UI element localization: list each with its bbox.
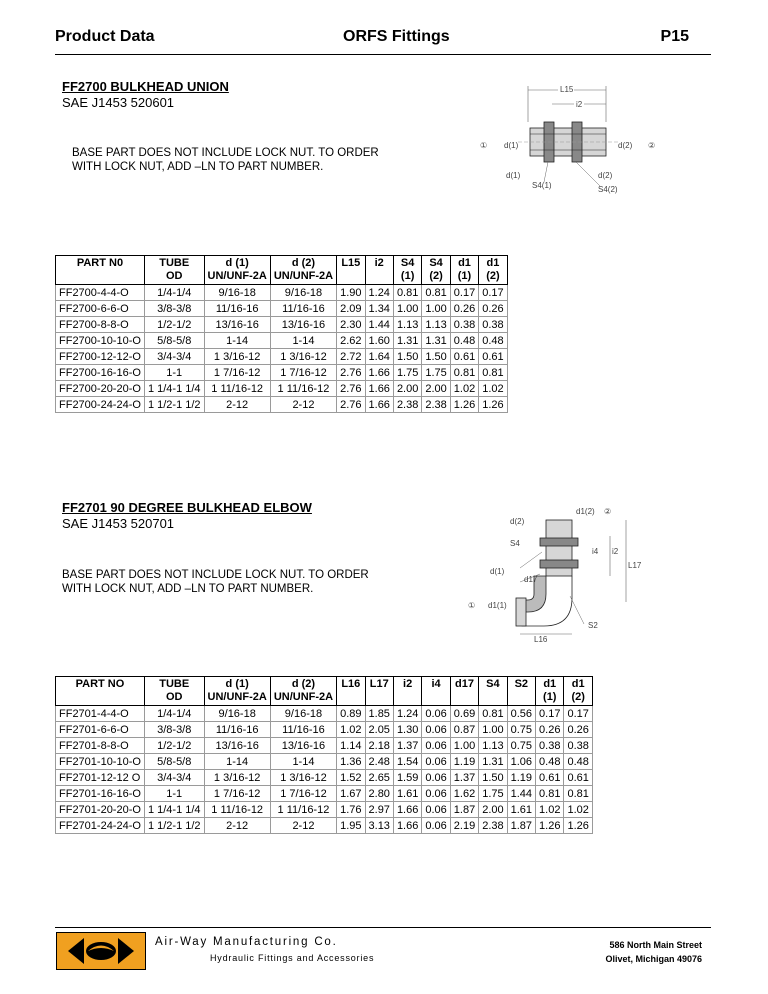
column-header: d17 [450,677,478,706]
section1-title: FF2700 BULKHEAD UNION [62,79,229,94]
part-number-cell: FF2701-24-24-O [56,818,145,834]
spec-cell: 13/16-16 [270,738,336,754]
spec-cell: 1/4-1/4 [144,706,204,722]
column-header: TUBE OD [144,256,204,285]
spec-cell: 0.61 [536,770,564,786]
spec-cell: 1-14 [270,333,336,349]
spec-cell: 1.66 [365,381,393,397]
column-header: d (2) UN/UNF-2A [270,256,336,285]
label-d2-right: d(2) [618,141,633,150]
spec-cell: 2.76 [337,365,365,381]
spec-cell: 0.48 [564,754,592,770]
column-header: d1 (2) [564,677,592,706]
spec-cell: 1.02 [564,802,592,818]
spec-cell: 1.87 [507,818,535,834]
spec-cell: 1-1 [144,365,204,381]
spec-cell: 9/16-18 [270,285,336,301]
spec-cell: 3/8-3/8 [144,301,204,317]
spec-cell: 1.06 [507,754,535,770]
spec-cell: 0.38 [479,317,507,333]
part-number-cell: FF2701-8-8-O [56,738,145,754]
spec-cell: 1.31 [479,754,507,770]
spec-cell: 1.19 [507,770,535,786]
page-header [55,28,689,50]
part-number-cell: FF2700-24-24-O [56,397,145,413]
label-l17: L17 [628,561,642,570]
spec-cell: 0.81 [422,285,450,301]
table-row [56,706,593,722]
spec-cell: 1.50 [479,770,507,786]
spec-cell: 0.38 [536,738,564,754]
part-number-cell: FF2700-6-6-O [56,301,145,317]
spec-cell: 0.89 [337,706,365,722]
spec-cell: 1.02 [536,802,564,818]
spec-cell: 0.06 [422,802,450,818]
part-number-cell: FF2700-16-16-O [56,365,145,381]
label-s42: S4(2) [598,185,618,194]
column-header: i2 [393,677,421,706]
spec-cell: 0.81 [479,365,507,381]
spec-cell: 1.67 [337,786,365,802]
spec-cell: 2.00 [422,381,450,397]
spec-cell: 0.06 [422,706,450,722]
spec-cell: 0.06 [422,818,450,834]
spec-cell: 1 11/16-12 [270,802,336,818]
spec-cell: 3/4-3/4 [144,770,204,786]
header-rule [55,54,711,55]
spec-cell: 0.61 [450,349,478,365]
column-header: d (2) UN/UNF-2A [270,677,336,706]
spec-cell: 1.13 [422,317,450,333]
company-name: Air-Way Manufacturing Co. [155,936,338,948]
spec-cell: 1.50 [393,349,421,365]
part-number-cell: FF2701-12-12 O [56,770,145,786]
ff2701-spec-table [55,676,593,834]
spec-cell: 1.44 [507,786,535,802]
label-l15: L15 [560,85,574,94]
table-row [56,285,508,301]
spec-cell: 9/16-18 [204,285,270,301]
spec-cell: 3/4-3/4 [144,349,204,365]
spec-cell: 0.69 [450,706,478,722]
spec-cell: 0.06 [422,770,450,786]
section2-title: FF2701 90 DEGREE BULKHEAD ELBOW [62,500,312,515]
part-number-cell: FF2700-20-20-O [56,381,145,397]
spec-cell: 0.61 [564,770,592,786]
spec-cell: 0.75 [507,722,535,738]
section1-subtitle: SAE J1453 520601 [62,95,175,110]
spec-cell: 1 1/4-1 1/4 [144,802,204,818]
spec-cell: 1/2-1/2 [144,317,204,333]
spec-cell: 1.13 [479,738,507,754]
spec-cell: 1.26 [450,397,478,413]
spec-cell: 2.09 [337,301,365,317]
spec-cell: 0.81 [564,786,592,802]
spec-cell: 1.31 [393,333,421,349]
spec-cell: 5/8-5/8 [144,333,204,349]
column-header: S4 [479,677,507,706]
spec-cell: 1 1/4-1 1/4 [144,381,204,397]
spec-cell: 1.02 [479,381,507,397]
spec-cell: 1.34 [365,301,393,317]
spec-cell: 1.66 [365,365,393,381]
column-header: S2 [507,677,535,706]
spec-cell: 2.72 [337,349,365,365]
spec-cell: 1/2-1/2 [144,738,204,754]
column-header: i4 [422,677,450,706]
column-header: L16 [337,677,365,706]
spec-cell: 1.75 [422,365,450,381]
airway-logo [56,932,146,970]
label-d17: d17 [524,575,538,584]
spec-cell: 13/16-16 [204,738,270,754]
spec-cell: 0.06 [422,738,450,754]
spec-cell: 1-14 [204,333,270,349]
spec-cell: 2-12 [204,397,270,413]
column-header: d (1) UN/UNF-2A [204,677,270,706]
spec-cell: 0.87 [450,722,478,738]
label-i2: i2 [576,100,583,109]
spec-cell: 13/16-16 [204,317,270,333]
spec-cell: 1.00 [422,301,450,317]
table-row [56,754,593,770]
column-header: d1 (2) [479,256,507,285]
spec-cell: 0.26 [564,722,592,738]
table-row [56,333,508,349]
label-s4: S4 [510,539,520,548]
table-row [56,397,508,413]
column-header: d1 (1) [450,256,478,285]
spec-cell: 1.02 [450,381,478,397]
spec-cell: 2.38 [393,397,421,413]
label-l16: L16 [534,635,548,644]
table-row [56,365,508,381]
part-number-cell: FF2701-20-20-O [56,802,145,818]
part-number-cell: FF2700-12-12-O [56,349,145,365]
spec-cell: 1.75 [479,786,507,802]
table-row [56,722,593,738]
company-tagline: Hydraulic Fittings and Accessories [210,953,375,963]
spec-cell: 9/16-18 [270,706,336,722]
label-dp1: d(1) [506,171,521,180]
spec-cell: 1.31 [422,333,450,349]
spec-cell: 2.48 [365,754,393,770]
spec-cell: 1 1/2-1 1/2 [144,397,204,413]
spec-cell: 1 11/16-12 [204,802,270,818]
label-d1: d(1) [490,567,505,576]
spec-cell: 0.17 [564,706,592,722]
spec-cell: 2.38 [479,818,507,834]
column-header: S4 (1) [393,256,421,285]
label-s2: S2 [588,621,598,630]
spec-cell: 1 11/16-12 [270,381,336,397]
circle-1-label: ① [468,601,476,610]
label-d2: d(2) [510,517,525,526]
spec-cell: 1.44 [365,317,393,333]
spec-cell: 0.48 [536,754,564,770]
spec-cell: 1.30 [393,722,421,738]
spec-cell: 2.00 [393,381,421,397]
spec-cell: 1.50 [422,349,450,365]
spec-cell: 2-12 [270,818,336,834]
spec-cell: 0.17 [450,285,478,301]
table-row [56,818,593,834]
spec-cell: 1.61 [507,802,535,818]
section2-note: BASE PART DOES NOT INCLUDE LOCK NUT. TO ORDER WITH LOCK NUT, ADD –LN TO PART NUMBER. [62,569,369,595]
spec-cell: 2.62 [337,333,365,349]
part-number-cell: FF2700-10-10-O [56,333,145,349]
circle-2-label: ② [648,141,656,150]
spec-cell: 0.48 [450,333,478,349]
bulkhead-elbow-diagram [460,502,660,644]
spec-cell: 1.26 [536,818,564,834]
spec-cell: 1 3/16-12 [204,349,270,365]
column-header: TUBE OD [144,677,204,706]
spec-cell: 1 3/16-12 [270,349,336,365]
spec-cell: 1 3/16-12 [270,770,336,786]
spec-cell: 1.95 [337,818,365,834]
spec-cell: 2.30 [337,317,365,333]
column-header: S4 (2) [422,256,450,285]
label-i2: i2 [612,547,619,556]
spec-cell: 1.66 [393,802,421,818]
spec-cell: 11/16-16 [270,722,336,738]
spec-cell: 0.26 [536,722,564,738]
spec-cell: 0.06 [422,786,450,802]
spec-cell: 9/16-18 [204,706,270,722]
spec-cell: 1.36 [337,754,365,770]
spec-cell: 1.19 [450,754,478,770]
part-number-cell: FF2700-8-8-O [56,317,145,333]
spec-cell: 1.54 [393,754,421,770]
column-header: L15 [337,256,365,285]
header-title: ORFS Fittings [343,28,450,45]
spec-cell: 0.38 [564,738,592,754]
spec-cell: 2.05 [365,722,393,738]
spec-cell: 3.13 [365,818,393,834]
spec-cell: 1.75 [393,365,421,381]
spec-cell: 1.52 [337,770,365,786]
spec-cell: 1-14 [270,754,336,770]
spec-cell: 1.13 [393,317,421,333]
spec-cell: 1.37 [450,770,478,786]
spec-cell: 1 3/16-12 [204,770,270,786]
part-number-cell: FF2701-6-6-O [56,722,145,738]
spec-cell: 0.17 [536,706,564,722]
spec-cell: 2-12 [270,397,336,413]
spec-cell: 2.65 [365,770,393,786]
label-i4: i4 [592,547,599,556]
spec-cell: 0.61 [479,349,507,365]
spec-cell: 0.81 [393,285,421,301]
spec-cell: 1.60 [365,333,393,349]
spec-cell: 1.62 [450,786,478,802]
spec-cell: 1.66 [365,397,393,413]
spec-cell: 1.37 [393,738,421,754]
spec-cell: 1 1/2-1 1/2 [144,818,204,834]
label-dp2: d(2) [598,171,613,180]
part-number-cell: FF2701-16-16-O [56,786,145,802]
part-number-cell: FF2700-4-4-O [56,285,145,301]
column-header: PART NO [56,677,145,706]
spec-cell: 0.81 [536,786,564,802]
table-row [56,301,508,317]
table-row [56,802,593,818]
spec-cell: 1 11/16-12 [204,381,270,397]
spec-cell: 1.26 [479,397,507,413]
spec-cell: 2.97 [365,802,393,818]
spec-cell: 0.17 [479,285,507,301]
spec-cell: 1.85 [365,706,393,722]
spec-cell: 1.02 [337,722,365,738]
table-row [56,349,508,365]
spec-cell: 0.06 [422,754,450,770]
part-number-cell: FF2701-10-10-O [56,754,145,770]
section2-subtitle: SAE J1453 520701 [62,516,175,531]
spec-cell: 2-12 [204,818,270,834]
spec-cell: 0.56 [507,706,535,722]
spec-cell: 2.80 [365,786,393,802]
spec-cell: 5/8-5/8 [144,754,204,770]
spec-cell: 1.00 [393,301,421,317]
spec-cell: 0.26 [450,301,478,317]
spec-cell: 1 7/16-12 [204,786,270,802]
spec-cell: 0.81 [450,365,478,381]
table-row [56,381,508,397]
column-header: i2 [365,256,393,285]
spec-cell: 0.06 [422,722,450,738]
ff2700-spec-table [55,255,508,413]
table-row [56,786,593,802]
spec-cell: 1.90 [337,285,365,301]
spec-cell: 1.61 [393,786,421,802]
spec-cell: 1-14 [204,754,270,770]
column-header: d (1) UN/UNF-2A [204,256,270,285]
spec-cell: 1.66 [393,818,421,834]
spec-cell: 2.19 [450,818,478,834]
header-product-data: Product Data [55,28,155,45]
circle-2-label: ② [604,507,612,516]
address-city: Olivet, Michigan 49076 [605,954,702,964]
column-header: d1 (1) [536,677,564,706]
page-number: P15 [660,28,689,45]
spec-cell: 2.00 [479,802,507,818]
spec-cell: 1.87 [450,802,478,818]
spec-cell: 0.38 [450,317,478,333]
spec-cell: 11/16-16 [270,301,336,317]
table-row [56,317,508,333]
spec-cell: 0.81 [479,706,507,722]
spec-cell: 1.24 [393,706,421,722]
column-header: L17 [365,677,393,706]
spec-cell: 2.76 [337,397,365,413]
spec-cell: 1 7/16-12 [270,365,336,381]
spec-cell: 0.26 [479,301,507,317]
spec-cell: 2.38 [422,397,450,413]
label-s41: S4(1) [532,181,552,190]
spec-cell: 1.76 [337,802,365,818]
footer-rule [55,927,711,928]
label-d12: d1(2) [576,507,595,516]
spec-cell: 2.76 [337,381,365,397]
spec-cell: 1.64 [365,349,393,365]
label-d11: d1(1) [488,601,507,610]
spec-cell: 1.26 [564,818,592,834]
spec-cell: 1 7/16-12 [204,365,270,381]
spec-cell: 1/4-1/4 [144,285,204,301]
section1-note: BASE PART DOES NOT INCLUDE LOCK NUT. TO ORDER WITH LOCK NUT, ADD –LN TO PART NUMBER. [72,147,379,173]
address-street: 586 North Main Street [609,940,702,950]
spec-cell: 2.18 [365,738,393,754]
spec-cell: 1.59 [393,770,421,786]
spec-cell: 3/8-3/8 [144,722,204,738]
spec-cell: 1-1 [144,786,204,802]
spec-cell: 1.00 [450,738,478,754]
table-row [56,738,593,754]
column-header: PART N0 [56,256,145,285]
spec-cell: 0.75 [507,738,535,754]
part-number-cell: FF2701-4-4-O [56,706,145,722]
circle-1-label: ① [480,141,488,150]
spec-cell: 0.48 [479,333,507,349]
spec-cell: 1.24 [365,285,393,301]
spec-cell: 1.14 [337,738,365,754]
label-d1-left: d(1) [504,141,519,150]
spec-cell: 11/16-16 [204,301,270,317]
table-row [56,770,593,786]
bulkhead-union-diagram [470,78,700,200]
spec-cell: 11/16-16 [204,722,270,738]
spec-cell: 13/16-16 [270,317,336,333]
spec-cell: 1 7/16-12 [270,786,336,802]
spec-cell: 1.00 [479,722,507,738]
